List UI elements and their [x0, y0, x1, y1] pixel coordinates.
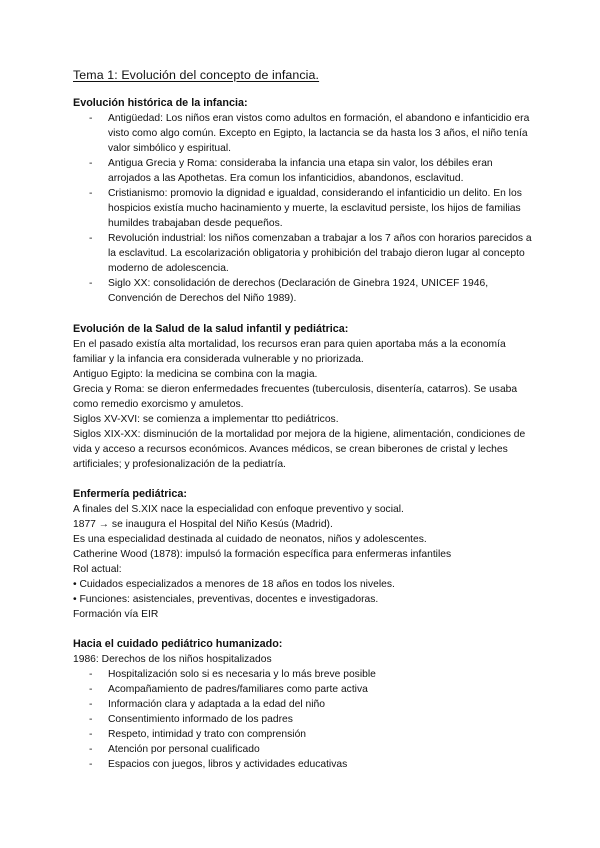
section-humanized-care: [73, 637, 533, 772]
dash-list: [73, 111, 533, 306]
section-heading: Hacia el cuidado pediátrico humanizado:: [73, 638, 283, 650]
section-historical-evolution: [73, 96, 533, 306]
paragraph-line: Formación vía EIR: [73, 609, 159, 620]
paragraph-line: Siglos XV-XVI: se comienza a implementar tto pediátricos.: [73, 414, 339, 425]
list-item: - Respeto, intimidad y trato con comprensión: [73, 727, 533, 742]
list-item: - Antigua Grecia y Roma: consideraba la infancia una etapa sin valor, los débiles eran arrojados a las Apothetas. Era comun los infanticidios, abandonos, esclavitud.: [73, 156, 533, 186]
page-title: Tema 1: Evolución del concepto de infancia.: [73, 68, 320, 82]
list-item: - Cristianismo: promovio la dignidad e igualdad, considerando el infanticidio un delito. En los hospicios existía mucho hacinamiento y muerte, la esclavitud persiste, los hijos de familias humildes trabajaban desde pequeños.: [73, 186, 533, 231]
section-pediatric-nursing: [73, 487, 533, 622]
list-item: - Espacios con juegos, libros y actividades educativas: [73, 757, 533, 772]
list-item: - Acompañamiento de padres/familiares como parte activa: [73, 682, 533, 697]
list-item: - Información clara y adaptada a la edad del niño: [73, 697, 533, 712]
paragraph-line: Grecia y Roma: se dieron enfermedades frecuentes (tuberculosis, disentería, catarros). Se usaba como remedio exorcismo y amuletos.: [73, 384, 518, 410]
paragraph-line: En el pasado existía alta mortalidad, los recursos eran para quien aportaba más a la economía familiar y la infancia era considerada vulnerable y no priorizada.: [73, 339, 506, 365]
section-health-evolution: [73, 322, 533, 472]
dash-list: [73, 667, 533, 772]
list-item: - Atención por personal cualificado: [73, 742, 533, 757]
document-page: [73, 68, 533, 784]
list-item: - Siglo XX: consolidación de derechos (Declaración de Ginebra 1924, UNICEF 1946, Convención de Derechos del Niño 1989).: [73, 276, 533, 306]
list-item: - Antigüedad: Los niños eran vistos como adultos en formación, el abandono e infanticidio era visto como algo común. Excepto en Egipto, la lactancia se da hasta los 3 años, el niño tenía valor simbólico y espiritual.: [73, 111, 533, 156]
paragraph-line: 1986: Derechos de los niños hospitalizados: [73, 654, 272, 665]
paragraph-line: A finales del S.XIX nace la especialidad con enfoque preventivo y social.: [73, 504, 404, 515]
section-heading: Enfermería pediátrica:: [73, 488, 188, 500]
paragraph-line: Antiguo Egipto: la medicina se combina con la magia.: [73, 369, 318, 380]
paragraph-line: Catherine Wood (1878): impulsó la formación específica para enfermeras infantiles: [73, 549, 452, 560]
list-item: - Consentimiento informado de los padres: [73, 712, 533, 727]
section-heading: Evolución de la Salud de la salud infantil y pediátrica:: [73, 323, 349, 335]
paragraph-line: 1877 → se inaugura el Hospital del Niño Kesús (Madrid).: [73, 519, 333, 530]
paragraph-line: Rol actual:: [73, 564, 122, 575]
bullet-line: • Cuidados especializados a menores de 18 años en todos los niveles.: [73, 579, 395, 590]
paragraph-line: Siglos XIX-XX: disminución de la mortalidad por mejora de la higiene, alimentación, condiciones de vida y acceso a recursos económicos. Avances médicos, se crean biberones de cristal y leches artificiales; y profesionalización de la pediatría.: [73, 429, 526, 470]
paragraph-line: Es una especialidad destinada al cuidado de neonatos, niños y adolescentes.: [73, 534, 427, 545]
bullet-line: • Funciones: asistenciales, preventivas, docentes e investigadoras.: [73, 594, 379, 605]
list-item: - Hospitalización solo si es necesaria y lo más breve posible: [73, 667, 533, 682]
section-heading: Evolución histórica de la infancia:: [73, 97, 248, 109]
list-item: - Revolución industrial: los niños comenzaban a trabajar a los 7 años con horarios parecidos a la esclavitud. La escolarización obligatoria y prohibición del trabajo dieron lugar al concepto moderno de adolescencia.: [73, 231, 533, 276]
